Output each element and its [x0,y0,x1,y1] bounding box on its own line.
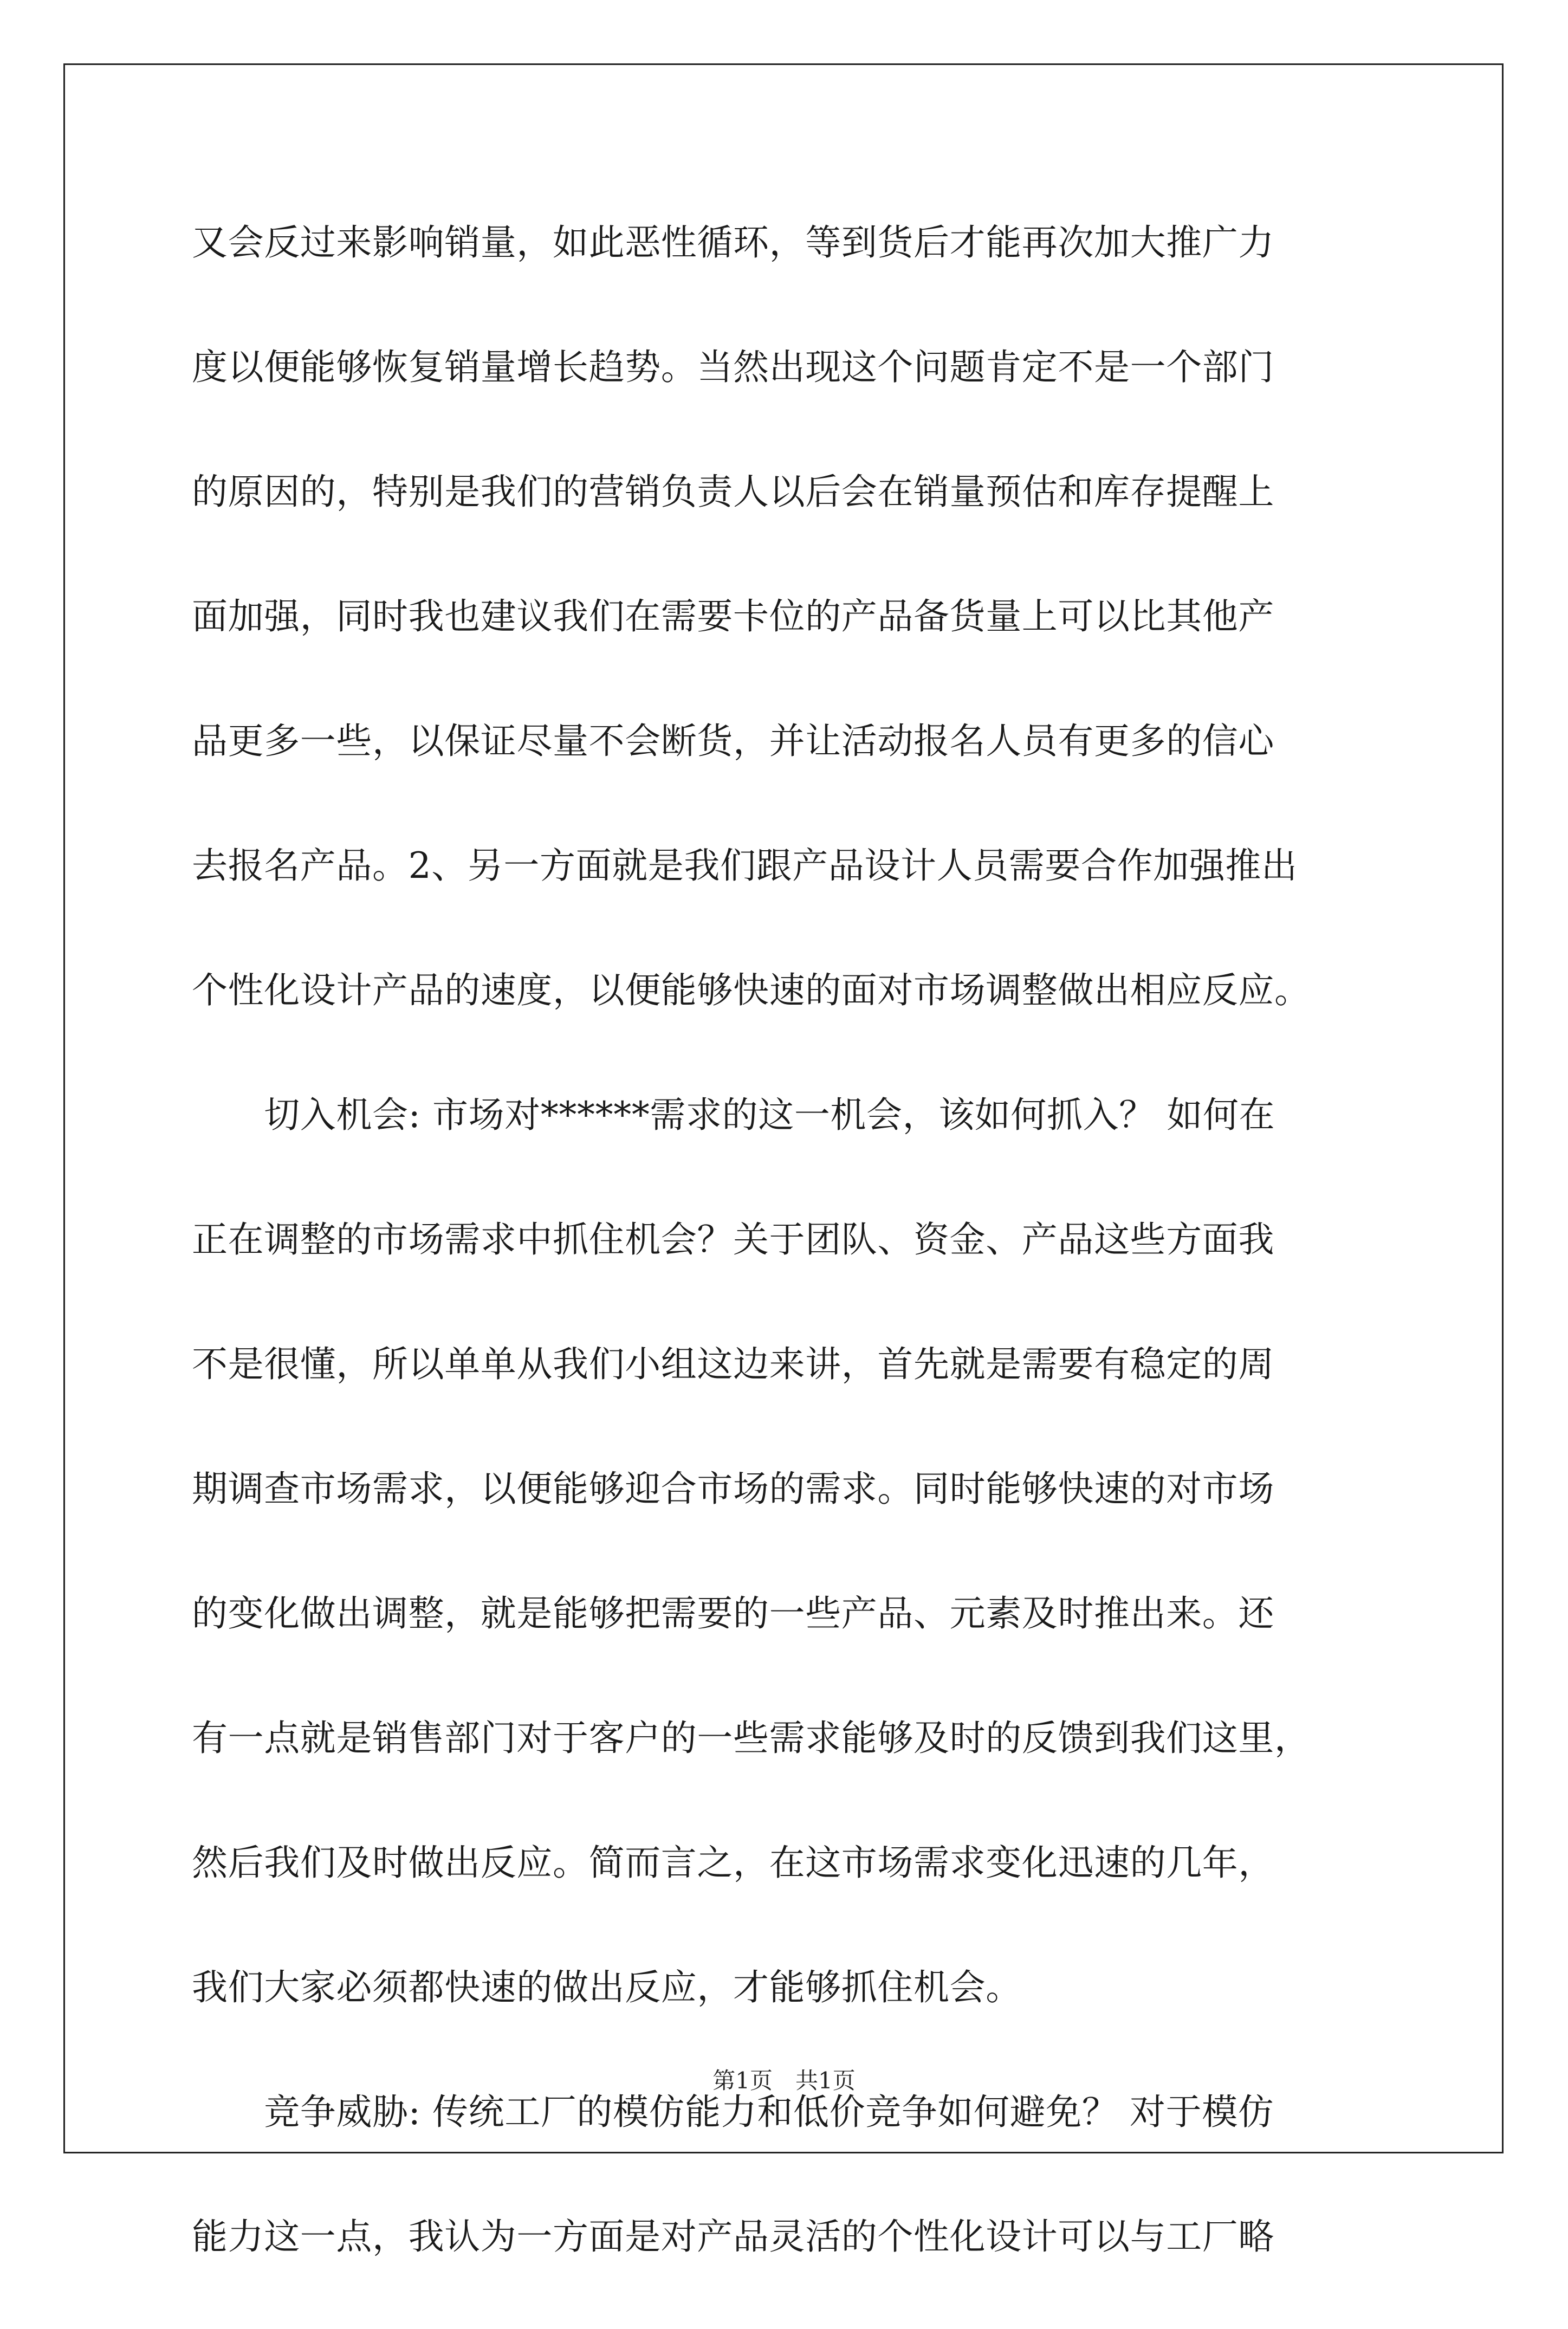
page-footer: 第1页 共1页 [712,2067,856,2094]
text-line: 有一点就是销售部门对于客户的一些需求能够及时的反馈到我们这里， [192,1717,1311,1759]
text-line: 品更多一些，以保证尽量不会断货，并让活动报名人员有更多的信心 [192,720,1274,762]
paragraph-start-line: 切入机会: 市场对******需求的这一机会，该如何抓入？ 如何在 [192,1094,1275,1136]
text-line: 度以便能够恢复销量增长趋势。当然出现这个问题肯定不是一个部门 [192,346,1274,388]
text-line: 去报名产品。2、另一方面就是我们跟产品设计人员需要合作加强推出 [192,845,1298,887]
text-line: 个性化设计产品的速度，以便能够快速的面对市场调整做出相应反应。 [192,969,1311,1011]
text-line: 的原因的，特别是我们的营销负责人以后会在销量预估和库存提醒上 [192,471,1274,513]
text-line: 期调查市场需求，以便能够迎合市场的需求。同时能够快速的对市场 [192,1468,1274,1510]
text-line: 正在调整的市场需求中抓住机会？关于团队、资金、产品这些方面我 [192,1219,1274,1260]
text-line: 不是很懂，所以单单从我们小组这边来讲，首先就是需要有稳定的周 [192,1343,1274,1385]
document-body [192,210,1378,2329]
text-line: 能力这一点，我认为一方面是对产品灵活的个性化设计可以与工厂略 [192,2216,1274,2257]
text-line: 我们大家必须都快速的做出反应，才能够抓住机会。 [192,1966,1022,2008]
text-line: 的变化做出调整，就是能够把需要的一些产品、元素及时推出来。还 [192,1593,1274,1634]
text-line: 然后我们及时做出反应。简而言之，在这市场需求变化迅速的几年， [192,1842,1274,1884]
text-line: 又会反过来影响销量，如此恶性循环，等到货后才能再次加大推广力 [192,222,1274,263]
text-line: 面加强，同时我也建议我们在需要卡位的产品备货量上可以比其他产 [192,596,1274,637]
paragraph-start-line: 竞争威胁: 传统工厂的模仿能力和低价竞争如何避免？ 对于模仿 [192,2091,1274,2133]
